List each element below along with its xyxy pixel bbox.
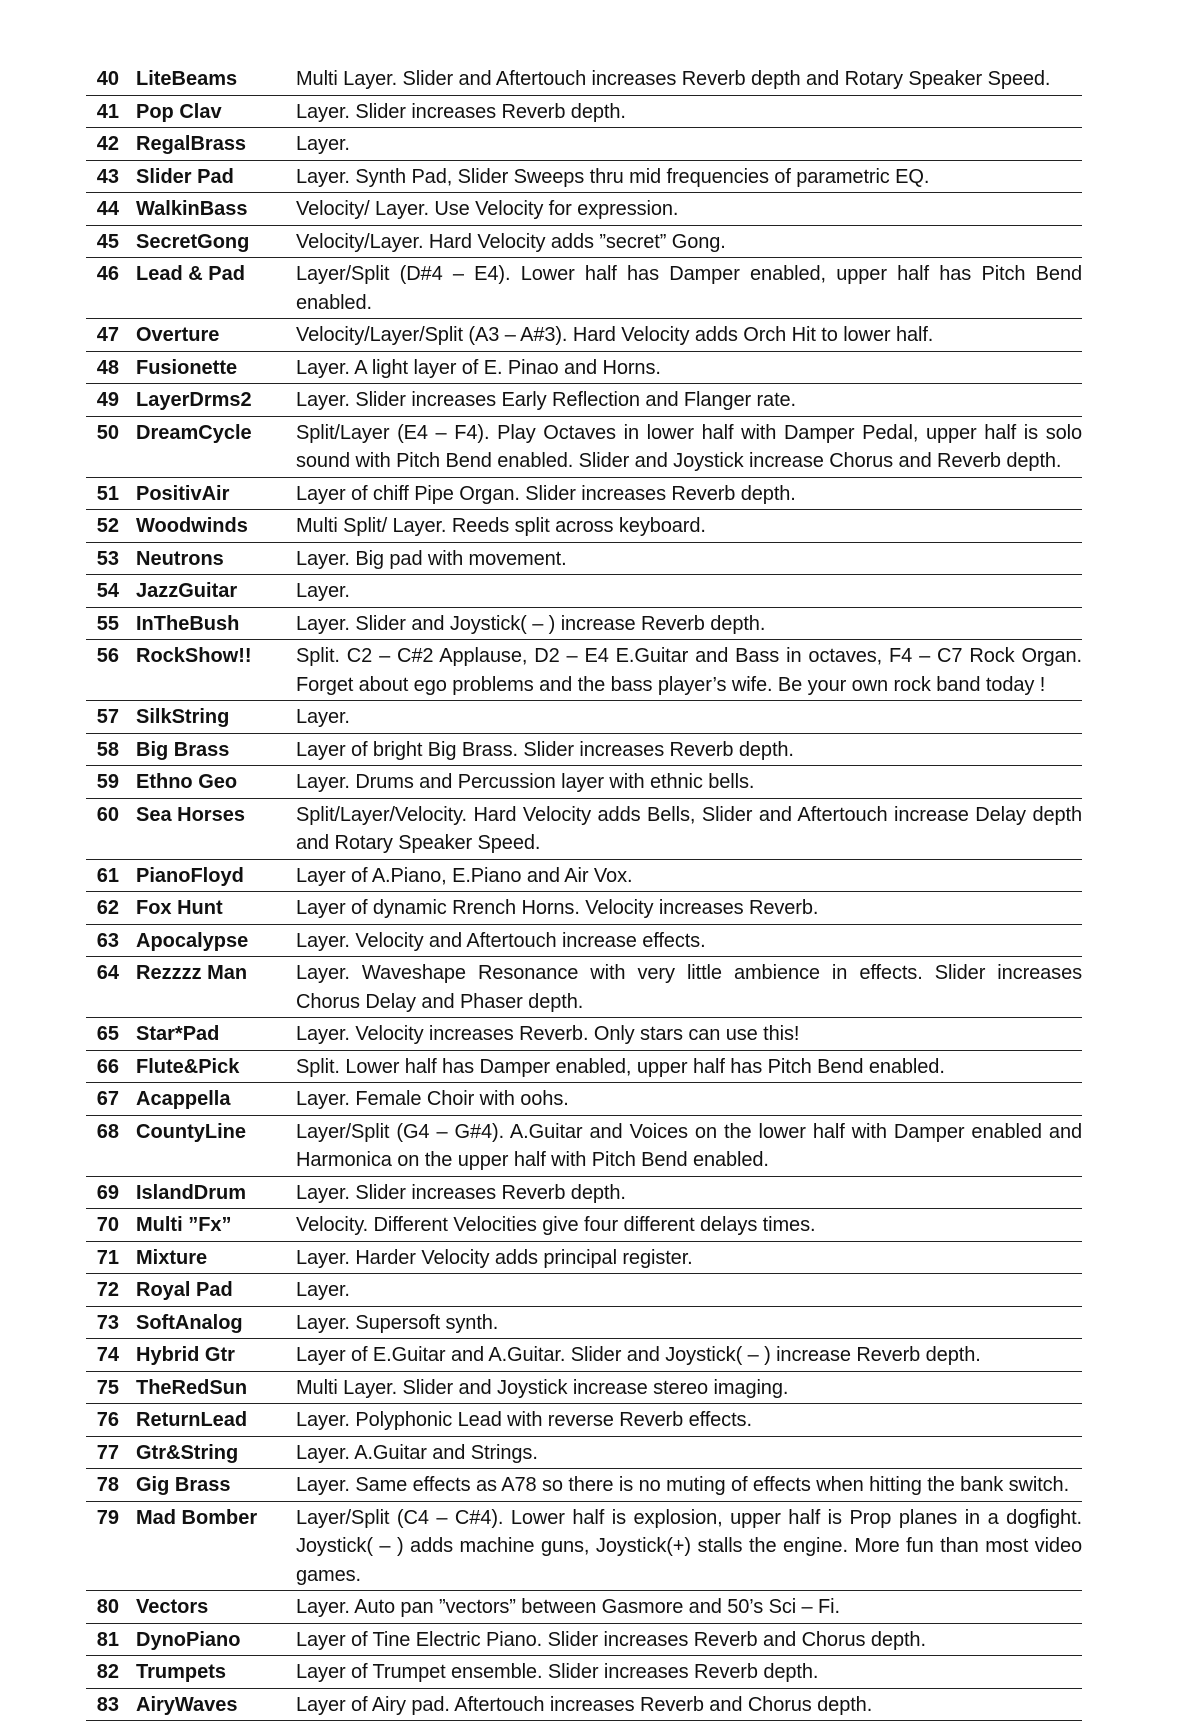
patch-number: 45 <box>86 225 128 258</box>
patch-description: Layer. Auto pan ”vectors” between Gasmore and 50’s Sci – Fi. <box>296 1591 1082 1624</box>
patch-number: 60 <box>86 798 128 859</box>
patch-number: 40 <box>86 63 128 95</box>
patch-name: PianoFloyd <box>128 859 296 892</box>
patch-description: Layer. <box>296 1274 1082 1307</box>
patch-description: Layer. Synth Pad, Slider Sweeps thru mid frequencies of parametric EQ. <box>296 160 1082 193</box>
patch-number: 50 <box>86 416 128 477</box>
patch-row <box>86 798 1082 859</box>
patch-row <box>86 351 1082 384</box>
patch-description: Layer/Split (D#4 – E4). Lower half has Damper enabled, upper half has Pitch Bend enabled. <box>296 258 1082 319</box>
patch-number: 74 <box>86 1339 128 1372</box>
patch-row <box>86 1371 1082 1404</box>
patch-number: 70 <box>86 1209 128 1242</box>
patch-number: 76 <box>86 1404 128 1437</box>
patch-name: SoftAnalog <box>128 1306 296 1339</box>
patch-description: Layer. Slider and Joystick( – ) increase Reverb depth. <box>296 607 1082 640</box>
patch-name: Mixture <box>128 1241 296 1274</box>
patch-name: RegalBrass <box>128 128 296 161</box>
patch-row <box>86 1469 1082 1502</box>
patch-name: SecretGong <box>128 225 296 258</box>
patch-number: 66 <box>86 1050 128 1083</box>
patch-description: Layer of A.Piano, E.Piano and Air Vox. <box>296 859 1082 892</box>
patch-name: Gtr&String <box>128 1436 296 1469</box>
patch-number: 55 <box>86 607 128 640</box>
patch-number: 62 <box>86 892 128 925</box>
patch-number: 63 <box>86 924 128 957</box>
patch-name: Slider Pad <box>128 160 296 193</box>
patch-row <box>86 733 1082 766</box>
patch-description: Layer. A.Guitar and Strings. <box>296 1436 1082 1469</box>
patch-name: Pop Clav <box>128 95 296 128</box>
patch-name: Flute&Pick <box>128 1050 296 1083</box>
patch-name: JazzGuitar <box>128 575 296 608</box>
patch-row <box>86 1115 1082 1176</box>
patch-number: 57 <box>86 701 128 734</box>
patch-number: 65 <box>86 1018 128 1051</box>
patch-name: InTheBush <box>128 607 296 640</box>
patch-number: 68 <box>86 1115 128 1176</box>
patch-row <box>86 1209 1082 1242</box>
patch-row <box>86 1176 1082 1209</box>
patch-name: CountyLine <box>128 1115 296 1176</box>
patch-number: 75 <box>86 1371 128 1404</box>
patch-name: TheRedSun <box>128 1371 296 1404</box>
patch-name: Apocalypse <box>128 924 296 957</box>
patch-description: Multi Layer. Slider and Aftertouch increases Reverb depth and Rotary Speaker Speed. <box>296 63 1082 95</box>
patch-name: Sea Horses <box>128 798 296 859</box>
patch-row <box>86 607 1082 640</box>
patch-description: Split/Layer (E4 – F4). Play Octaves in lower half with Damper Pedal, upper half is solo sound with Pitch Bend enabled. Slider and Joystick increase Chorus and Reverb depth. <box>296 416 1082 477</box>
patch-description: Layer. <box>296 575 1082 608</box>
patch-description: Layer. Polyphonic Lead with reverse Reverb effects. <box>296 1404 1082 1437</box>
patch-row <box>86 1241 1082 1274</box>
patch-number: 58 <box>86 733 128 766</box>
patch-description: Layer of dynamic Rrench Horns. Velocity increases Reverb. <box>296 892 1082 925</box>
patch-description: Layer. Velocity increases Reverb. Only stars can use this! <box>296 1018 1082 1051</box>
patch-name: Royal Pad <box>128 1274 296 1307</box>
patch-name: DreamCycle <box>128 416 296 477</box>
patch-row <box>86 924 1082 957</box>
patch-number: 52 <box>86 510 128 543</box>
patch-name: IslandDrum <box>128 1176 296 1209</box>
patch-row <box>86 575 1082 608</box>
patch-number: 83 <box>86 1688 128 1721</box>
patch-number: 73 <box>86 1306 128 1339</box>
patch-row <box>86 128 1082 161</box>
patch-name: Ethno Geo <box>128 766 296 799</box>
patch-description: Layer. Slider increases Reverb depth. <box>296 1176 1082 1209</box>
patch-name: Gig Brass <box>128 1469 296 1502</box>
patch-name: Star*Pad <box>128 1018 296 1051</box>
patch-description: Layer/Split (C4 – C#4). Lower half is explosion, upper half is Prop planes in a dogfight. Joystick( – ) adds machine guns, Joystick(+) stalls the engine. More fun than most video games. <box>296 1501 1082 1591</box>
patch-row <box>86 384 1082 417</box>
patch-description: Layer. Slider increases Reverb depth. <box>296 95 1082 128</box>
patch-row <box>86 1018 1082 1051</box>
patch-row <box>86 1306 1082 1339</box>
patch-name: ReturnLead <box>128 1404 296 1437</box>
patch-number: 42 <box>86 128 128 161</box>
patch-description: Layer. Waveshape Resonance with very little ambience in effects. Slider increases Chorus Delay and Phaser depth. <box>296 957 1082 1018</box>
patch-description: Layer of bright Big Brass. Slider increases Reverb depth. <box>296 733 1082 766</box>
patch-number: 61 <box>86 859 128 892</box>
patch-description: Layer. Female Choir with oohs. <box>296 1083 1082 1116</box>
patch-name: Vectors <box>128 1591 296 1624</box>
patch-row <box>86 225 1082 258</box>
patch-description: Layer/Split (G4 – G#4). A.Guitar and Voices on the lower half with Damper enabled and Harmonica on the upper half with Pitch Bend enabled. <box>296 1115 1082 1176</box>
patch-row <box>86 1656 1082 1689</box>
patch-row <box>86 63 1082 95</box>
patch-row <box>86 416 1082 477</box>
patch-description: Split. C2 – C#2 Applause, D2 – E4 E.Guitar and Bass in octaves, F4 – C7 Rock Organ. Forget about ego problems and the bass player’s wife. Be your own rock band today ! <box>296 640 1082 701</box>
patch-description: Layer. <box>296 128 1082 161</box>
patch-row <box>86 859 1082 892</box>
patch-description: Layer. A light layer of E. Pinao and Horns. <box>296 351 1082 384</box>
patch-name: AiryWaves <box>128 1688 296 1721</box>
patch-description: Layer. <box>296 701 1082 734</box>
patch-description: Velocity/ Layer. Use Velocity for expression. <box>296 193 1082 226</box>
patch-name: Hybrid Gtr <box>128 1339 296 1372</box>
patch-number: 71 <box>86 1241 128 1274</box>
patch-number: 69 <box>86 1176 128 1209</box>
patch-row <box>86 258 1082 319</box>
patch-row <box>86 957 1082 1018</box>
patch-number: 47 <box>86 319 128 352</box>
patch-row <box>86 1501 1082 1591</box>
patch-name: Fox Hunt <box>128 892 296 925</box>
patch-row <box>86 1436 1082 1469</box>
patch-name: Mad Bomber <box>128 1501 296 1591</box>
patch-description: Layer. Drums and Percussion layer with ethnic bells. <box>296 766 1082 799</box>
patch-number: 43 <box>86 160 128 193</box>
patch-row <box>86 510 1082 543</box>
patch-name: Woodwinds <box>128 510 296 543</box>
patch-row <box>86 95 1082 128</box>
patch-name: LiteBeams <box>128 63 296 95</box>
patch-name: Overture <box>128 319 296 352</box>
patch-name: Acappella <box>128 1083 296 1116</box>
patch-row <box>86 1083 1082 1116</box>
patch-description: Velocity. Different Velocities give four different delays times. <box>296 1209 1082 1242</box>
patch-name: PositivAir <box>128 477 296 510</box>
patch-description: Layer of Tine Electric Piano. Slider increases Reverb and Chorus depth. <box>296 1623 1082 1656</box>
patch-description: Layer of Airy pad. Aftertouch increases Reverb and Chorus depth. <box>296 1688 1082 1721</box>
patch-number: 54 <box>86 575 128 608</box>
patch-name: Multi ”Fx” <box>128 1209 296 1242</box>
patch-number: 72 <box>86 1274 128 1307</box>
patch-row <box>86 1339 1082 1372</box>
patch-number: 64 <box>86 957 128 1018</box>
patch-row <box>86 1591 1082 1624</box>
patch-description: Split/Layer/Velocity. Hard Velocity adds Bells, Slider and Aftertouch increase Delay depth and Rotary Speaker Speed. <box>296 798 1082 859</box>
patch-row <box>86 542 1082 575</box>
patch-name: Big Brass <box>128 733 296 766</box>
patch-row <box>86 640 1082 701</box>
patch-number: 49 <box>86 384 128 417</box>
patch-description: Layer. Slider increases Early Reflection and Flanger rate. <box>296 384 1082 417</box>
patch-description: Layer. Velocity and Aftertouch increase effects. <box>296 924 1082 957</box>
patch-row <box>86 1623 1082 1656</box>
patch-name: Fusionette <box>128 351 296 384</box>
patch-row <box>86 1050 1082 1083</box>
patch-row <box>86 892 1082 925</box>
patch-number: 80 <box>86 1591 128 1624</box>
patch-name: DynoPiano <box>128 1623 296 1656</box>
patch-description: Layer of Trumpet ensemble. Slider increases Reverb depth. <box>296 1656 1082 1689</box>
patch-list-table <box>86 63 1082 1721</box>
patch-row <box>86 319 1082 352</box>
patch-description: Layer. Same effects as A78 so there is no muting of effects when hitting the bank switch. <box>296 1469 1082 1502</box>
patch-description: Layer of E.Guitar and A.Guitar. Slider and Joystick( – ) increase Reverb depth. <box>296 1339 1082 1372</box>
patch-number: 56 <box>86 640 128 701</box>
patch-description: Multi Split/ Layer. Reeds split across keyboard. <box>296 510 1082 543</box>
patch-row <box>86 193 1082 226</box>
patch-description: Layer. Harder Velocity adds principal register. <box>296 1241 1082 1274</box>
patch-row <box>86 477 1082 510</box>
patch-name: Neutrons <box>128 542 296 575</box>
patch-description: Velocity/Layer/Split (A3 – A#3). Hard Velocity adds Orch Hit to lower half. <box>296 319 1082 352</box>
patch-row <box>86 1404 1082 1437</box>
patch-description: Multi Layer. Slider and Joystick increase stereo imaging. <box>296 1371 1082 1404</box>
patch-name: Trumpets <box>128 1656 296 1689</box>
patch-row <box>86 160 1082 193</box>
patch-number: 77 <box>86 1436 128 1469</box>
patch-number: 44 <box>86 193 128 226</box>
patch-number: 59 <box>86 766 128 799</box>
patch-number: 67 <box>86 1083 128 1116</box>
patch-number: 48 <box>86 351 128 384</box>
patch-name: SilkString <box>128 701 296 734</box>
patch-name: Lead & Pad <box>128 258 296 319</box>
patch-number: 53 <box>86 542 128 575</box>
patch-name: WalkinBass <box>128 193 296 226</box>
patch-name: RockShow!! <box>128 640 296 701</box>
patch-row <box>86 701 1082 734</box>
patch-description: Split. Lower half has Damper enabled, upper half has Pitch Bend enabled. <box>296 1050 1082 1083</box>
patch-row <box>86 766 1082 799</box>
patch-row <box>86 1274 1082 1307</box>
patch-number: 78 <box>86 1469 128 1502</box>
patch-description: Velocity/Layer. Hard Velocity adds ”secret” Gong. <box>296 225 1082 258</box>
patch-row <box>86 1688 1082 1721</box>
patch-description: Layer. Big pad with movement. <box>296 542 1082 575</box>
patch-number: 81 <box>86 1623 128 1656</box>
patch-description: Layer of chiff Pipe Organ. Slider increases Reverb depth. <box>296 477 1082 510</box>
patch-name: Rezzzz Man <box>128 957 296 1018</box>
patch-number: 41 <box>86 95 128 128</box>
patch-number: 79 <box>86 1501 128 1591</box>
patch-name: LayerDrms2 <box>128 384 296 417</box>
patch-number: 46 <box>86 258 128 319</box>
patch-list-body <box>86 63 1082 1721</box>
patch-description: Layer. Supersoft synth. <box>296 1306 1082 1339</box>
patch-number: 51 <box>86 477 128 510</box>
patch-number: 82 <box>86 1656 128 1689</box>
